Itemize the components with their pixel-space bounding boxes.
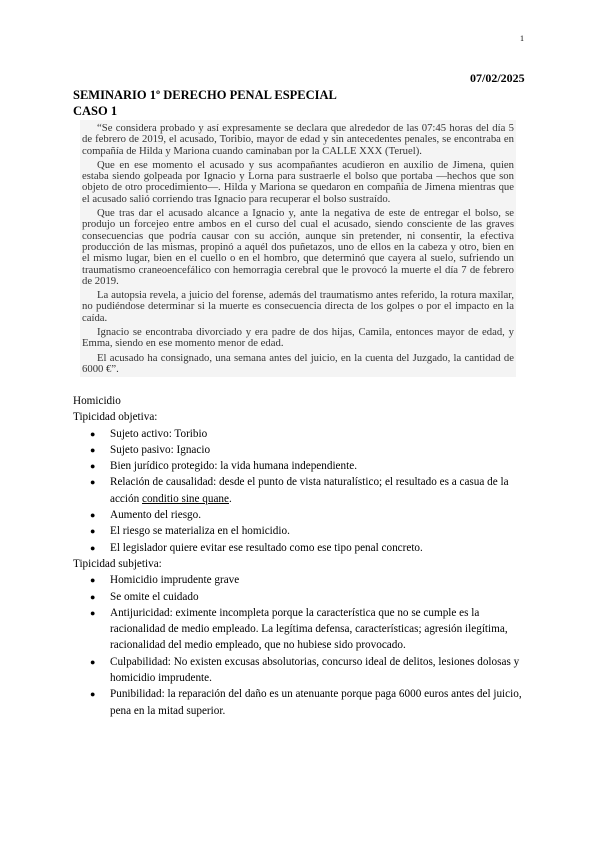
excerpt-paragraph: La autopsia revela, a juicio del forense, además del traumatismo antes referido, la rotura maxilar, no pudiéndose determinar si la muerte es consecuencia directa de los golpes o por el impacto en la caída.: [82, 289, 514, 324]
causality-end: .: [229, 492, 232, 505]
subjective-list: [73, 572, 533, 719]
list-item-causality: [110, 474, 533, 507]
list-item: ● Culpabilidad: No existen excusas absolutorias, concurso ideal de delitos, lesiones dolosas y homicidio imprudente.: [110, 654, 533, 687]
case-statement-excerpt: [80, 120, 516, 377]
objective-heading: Tipicidad objetiva:: [73, 411, 158, 424]
document-date: 07/02/2025: [470, 71, 525, 85]
subjective-heading: Tipicidad subjetiva:: [73, 557, 162, 570]
list-item: ● Sujeto activo: Toribio: [110, 426, 533, 442]
crime-heading: Homicidio: [73, 395, 121, 407]
list-item: ● El legislador quiere evitar ese resultado como ese tipo penal concreto.: [110, 540, 533, 556]
list-item: ● Homicidio imprudente grave: [110, 572, 533, 588]
seminar-title: SEMINARIO 1º DERECHO PENAL ESPECIAL: [73, 88, 337, 102]
excerpt-paragraph: Que en ese momento el acusado y sus acompañantes acudieron en auxilio de Jimena, quien estaba siendo golpeada por Ignacio y Lorna para sustraerle el bolso que portaba —hechos que son objeto de otro procedimiento—. Hilda y Mariona se quedaron en compañía de Jimena mientras que el acusado salió corriendo tras Ignacio para recuperar el bolso sustraído.: [82, 158, 514, 205]
title-block: [73, 87, 337, 119]
analysis-notes: [73, 393, 533, 719]
list-item: ● Punibilidad: la reparación del daño es un atenuante porque paga 6000 euros antes del juicio, pena en la mitad superior.: [110, 686, 533, 719]
excerpt-paragraph: Que tras dar el acusado alcance a Ignacio y, ante la negativa de este de entregar el bolso, se produjo un forcejeo entre ambos en el curso del cual el acusado, siendo consciente de las graves consecuencias que podría causar con su acción, aunque sin pretender, ni consentir, la efectiva producción de las mismas, propinó a aquél dos puñetazos, uno de ellos en la cabeza y otro, bien en el mismo lugar, bien en el cuello o en el hombro, que determinó que cayera al suelo, sufriendo un traumatismo craneoencefálico con hemorragia cerebral que le provocó la muerte el día 7 de febrero de 2019.: [82, 207, 514, 287]
objective-list: [73, 426, 533, 556]
excerpt-paragraph: “Se considera probado y así expresamente se declara que alrededor de las 07:45 horas del día 5 de febrero de 2019, el acusado, Toribio, mayor de edad y sin antecedentes penales, se encontraba en compañía de Hilda y Mariona cuando caminaban por la CALLE XXX (Teruel).: [82, 122, 514, 157]
list-item: ● El riesgo se materializa en el homicidio.: [110, 523, 533, 539]
list-item: ● Se omite el cuidado: [110, 589, 533, 605]
page-number: 1: [520, 34, 524, 43]
list-item: ● Aumento del riesgo.: [110, 507, 533, 523]
list-item: ● Bien jurídico protegido: la vida humana independiente.: [110, 458, 533, 474]
case-label: CASO 1: [73, 104, 118, 118]
list-item: ● Antijuricidad: eximente incompleta porque la característica que no se cumple es la racionalidad de medio empleado. La legítima defensa, características; agresión ilegítima, racionalidad del medio empleado, que no hubiese sido provocado.: [110, 605, 533, 654]
excerpt-paragraph: El acusado ha consignado, una semana antes del juicio, en la cuenta del Juzgado, la cantidad de 6000 €”.: [82, 351, 514, 375]
conditio-sine-quane-term: conditio sine quane: [142, 492, 229, 505]
excerpt-paragraph: Ignacio se encontraba divorciado y era padre de dos hijas, Camila, entonces mayor de edad, y Emma, siendo en ese momento menor de edad.: [82, 326, 514, 350]
list-item: ● Sujeto pasivo: Ignacio: [110, 442, 533, 458]
causality-text: Relación de causalidad: desde el punto de vista naturalístico; el resultado es a casua de la acción: [110, 476, 509, 505]
